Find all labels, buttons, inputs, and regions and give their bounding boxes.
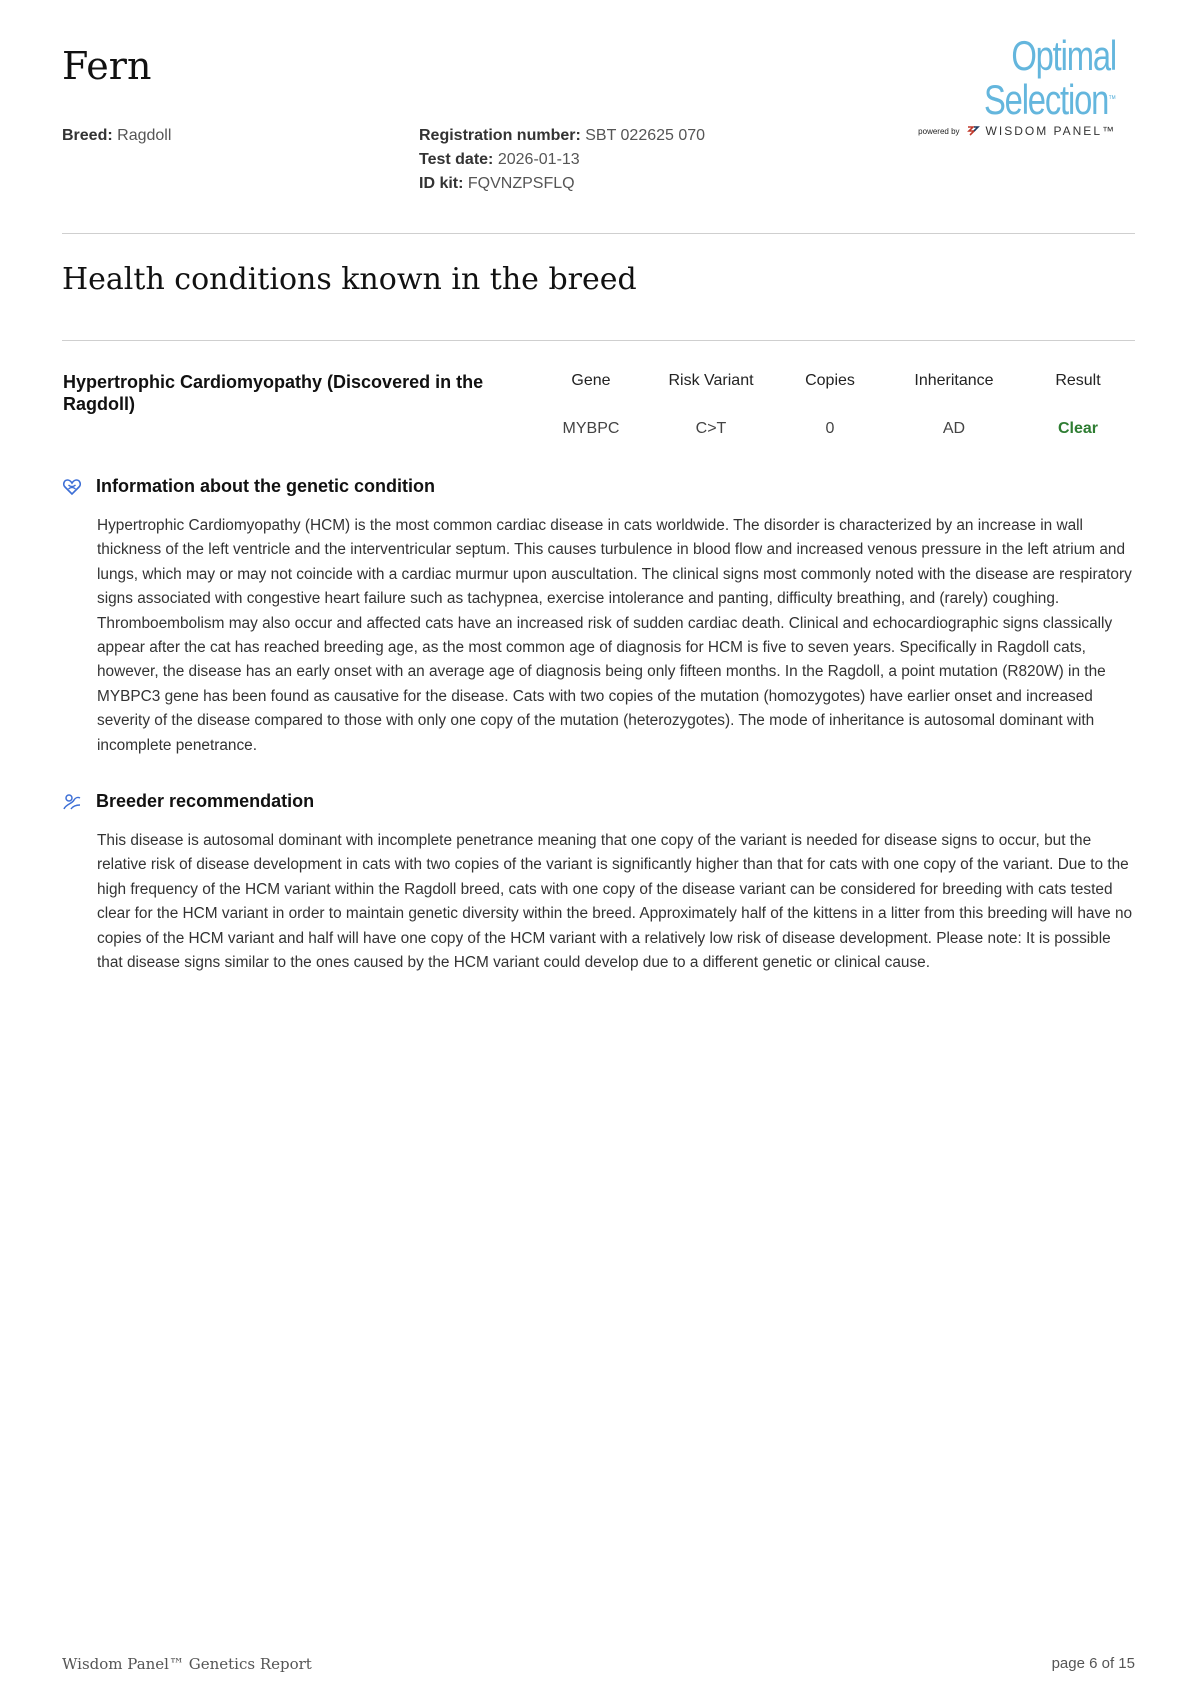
col-value: AD [942,420,966,437]
footer-page-number: page 6 of 15 [1051,1655,1135,1672]
meta-breed [62,124,171,148]
col-header: Copies [805,372,855,389]
col-header: Result [1055,372,1101,389]
breed-label: Breed: [62,127,113,144]
kit-value: FQVNZPSFLQ [467,175,575,192]
heart-dna-icon [62,477,82,497]
footer-report-name: Wisdom Panel™ Genetics Report [62,1655,312,1673]
logo-tm: ™ [1108,94,1116,105]
col-copies [760,370,900,440]
breeder-heading-text: Breeder recommendation [96,791,315,811]
divider [62,340,1135,341]
pet-name: Fern [62,44,152,88]
col-value: MYBPC [562,420,620,437]
breed-value: Ragdoll [117,127,172,144]
breeder-paragraph: This disease is autosomal dominant with incomplete penetrance meaning that one copy of the variant is needed for disease signs to occur, but the relative risk of disease development in cats with two copies of the variant is significantly higher than that for cats with one copy of the variant. Due to the high frequency of the HCM variant within the Ragdoll breed, cats with one copy of the disease variant can be considered for breeding with cats tested clear for the HCM variant in order to maintain genetic diversity within the breed. Approximately half of the kittens in a litter from this breeding will have no copies of the HCM variant and half will have one copy of the HCM variant with a relatively low risk of disease development. Please note: It is possible that disease signs similar to the ones caused by the HCM variant could develop due to a different genetic or clinical cause. [97,832,1133,972]
info-paragraph: Hypertrophic Cardiomyopathy (HCM) is the most common cardiac disease in cats worldwide. The disorder is characterized by an increase in wall thickness of the left ventricle and the interventricular septum. This causes turbulence in blood flow and increased venous pressure in the left atrium and lungs, which may or may not coincide with a cardiac murmur upon auscultation. The clinical signs most commonly noted with the disease are respiratory signs associated with congestive heart failure such as tachypnea, exercise intolerance and panting, difficulty breathing, and (rarely) coughing. Thromboembolism may also occur and affected cats have an increased risk of sudden cardiac death. Clinical and echocardiographic signs classically appear after the cat has reached breeding age, as the most common age of diagnosis for HCM is five to seven years. Specifically in Ragdoll cats, however, the disease has an early onset with an average age of diagnosis being only fifteen months. In the Ragdoll, a point mutation (R820W) in the MYBPC3 gene has been found as causative for the disease. Cats with two copies of the mutation (homozygotes) have earlier onset and increased severity of the disease compared to those with only one copy of the mutation (heterozygotes). The mode of inheritance is autosomal dominant with incomplete penetrance. [97,517,1132,754]
col-gene [521,370,661,440]
reg-label: Registration number: [419,127,581,144]
logo-powered-by: powered by [918,126,960,136]
kit-label: ID kit: [419,175,464,192]
breeder-heading [62,791,314,812]
section-title: Health conditions known in the breed [62,262,637,297]
date-label: Test date: [419,151,494,168]
col-header: Risk Variant [668,372,754,389]
col-header: Gene [571,372,611,389]
condition-name: Hypertrophic Cardiomyopathy (Discovered in the Ragdoll) [63,372,484,414]
info-heading [62,476,435,497]
col-value: 0 [825,420,835,437]
date-value: 2026-01-13 [497,151,580,168]
wisdom-panel-mark-icon [966,124,980,138]
col-result [1008,370,1148,440]
result-status: Clear [1057,420,1099,437]
breeder-icon [62,792,82,812]
col-header: Inheritance [914,372,994,389]
meta-details [419,124,705,196]
divider [62,233,1135,234]
logo-wisdom-panel: WISDOM PANEL™ [985,124,1116,138]
logo-main-text: Optimal Selection [983,32,1116,123]
info-heading-text: Information about the genetic condition [96,476,435,496]
col-value: C>T [695,420,727,437]
reg-value: SBT 022625 070 [585,127,706,144]
col-inheritance [884,370,1024,440]
optimal-selection-logo [860,34,1116,138]
